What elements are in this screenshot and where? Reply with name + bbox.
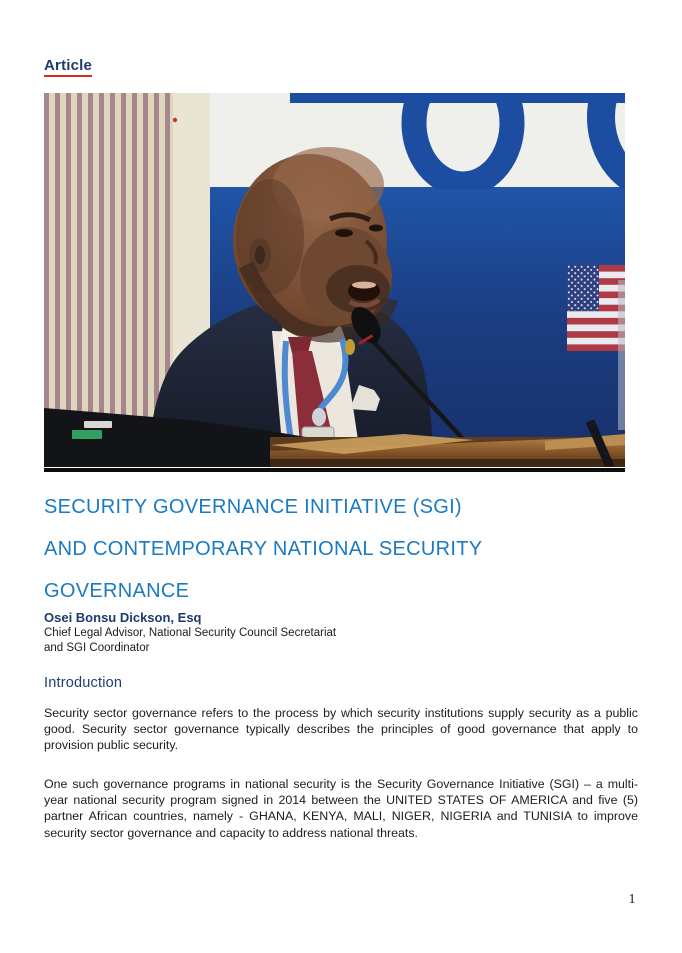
page-number: 1 xyxy=(628,891,636,906)
author-role-line-1: Chief Legal Advisor, National Security Council Secretariat xyxy=(44,627,337,639)
photo-illustration xyxy=(44,93,625,467)
title-line-1: SECURITY GOVERNANCE INITIATIVE (SGI) xyxy=(44,496,462,518)
lapel-pin xyxy=(345,339,355,355)
paragraph-2: One such governance programs in national security is the Security Governance Initiative (SGI) – a multi-year national security program signed in 2014 between the UNITED STATES OF AMERICA and five (5) partner African countries, namely - GHANA, KENYA, MALI, NIGER, NIGERIA and TUNISIA to improve security sector governance and capacity to address national threats. xyxy=(44,777,638,840)
photo-bottom-rule xyxy=(44,468,625,472)
lanyard-clip xyxy=(312,408,326,426)
paragraph-1: Security sector governance refers to the process by which security institutions supply security as a public good. Security sector governance typically describes the principles of good governance that apply to provision public security. xyxy=(44,706,638,753)
us-flag xyxy=(567,265,625,351)
photo-edge-strip xyxy=(618,280,625,430)
section-heading-introduction: Introduction xyxy=(44,675,123,691)
article-photo xyxy=(44,93,625,474)
podium xyxy=(270,434,625,467)
title-line-2: AND CONTEMPORARY NATIONAL SECURITY xyxy=(44,538,483,560)
article-link[interactable]: Article xyxy=(44,57,92,77)
wall-mark xyxy=(173,118,177,122)
author-role-line-2: and SGI Coordinator xyxy=(44,641,150,654)
byline xyxy=(44,610,544,655)
author-name: Osei Bonsu Dickson, Esq xyxy=(44,610,202,625)
page-title xyxy=(44,486,644,612)
title-line-3: GOVERNANCE xyxy=(44,580,190,602)
